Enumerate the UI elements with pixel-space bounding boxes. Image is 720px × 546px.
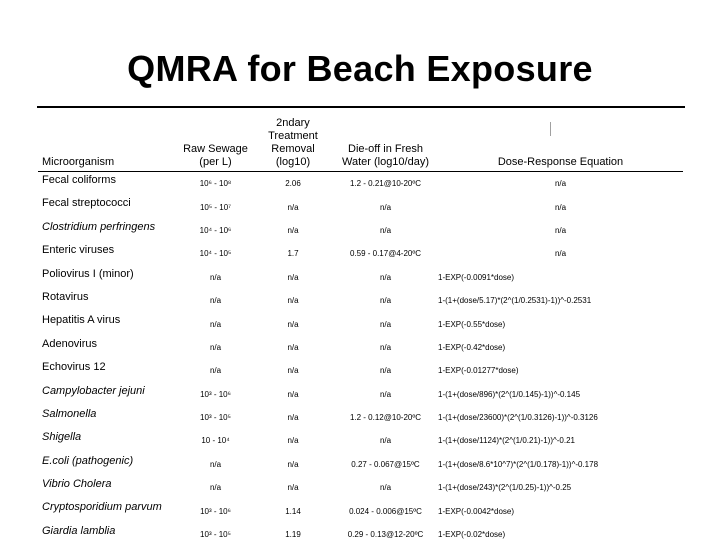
sewage-cell: n/a [178, 266, 253, 289]
table-row [38, 499, 683, 522]
table-row [38, 219, 683, 242]
table-row [38, 289, 683, 312]
organism-cell: Giardia lamblia [38, 523, 178, 546]
removal-cell: n/a [253, 359, 333, 382]
table-row [38, 359, 683, 382]
sewage-cell: n/a [178, 312, 253, 335]
dieoff-cell: n/a [333, 359, 438, 382]
dieoff-cell: n/a [333, 266, 438, 289]
dieoff-cell: n/a [333, 429, 438, 452]
sewage-cell: n/a [178, 336, 253, 359]
header-organism: Microorganism [38, 111, 178, 172]
dieoff-cell: 0.27 - 0.067@15ºC [333, 453, 438, 476]
dose-response-cell: 1-(1+(dose/243)*(2^(1/0.25)-1))^-0.25 [438, 476, 683, 499]
organism-cell: E.coli (pathogenic) [38, 453, 178, 476]
table-row [38, 453, 683, 476]
removal-cell: 1.7 [253, 242, 333, 265]
organism-cell: Poliovirus I (minor) [38, 266, 178, 289]
table-row [38, 172, 683, 196]
dieoff-cell: n/a [333, 383, 438, 406]
removal-cell: n/a [253, 429, 333, 452]
sewage-cell: n/a [178, 476, 253, 499]
header-dose-response: Dose-Response Equation [438, 111, 683, 172]
removal-cell: 1.19 [253, 523, 333, 546]
removal-cell: n/a [253, 453, 333, 476]
dieoff-cell: n/a [333, 195, 438, 218]
slide-title: QMRA for Beach Exposure [0, 48, 720, 90]
header-sewage: Raw Sewage (per L) [178, 111, 253, 172]
dieoff-cell: 0.024 - 0.006@15ºC [333, 499, 438, 522]
dose-response-cell: 1-(1+(dose/5.17)*(2^(1/0.2531)-1))^-0.2531 [438, 289, 683, 312]
dieoff-cell: n/a [333, 289, 438, 312]
dieoff-cell: n/a [333, 312, 438, 335]
table-body [38, 172, 683, 546]
table-row [38, 266, 683, 289]
dose-response-cell: 1-EXP(-0.01277*dose) [438, 359, 683, 382]
header-dieoff: Die-off in Fresh Water (log10/day) [333, 111, 438, 172]
dose-response-cell: 1-(1+(dose/23600)*(2^(1/0.3126)-1))^-0.3126 [438, 406, 683, 429]
removal-cell: n/a [253, 383, 333, 406]
dieoff-cell: 1.2 - 0.21@10-20ºC [333, 172, 438, 196]
organism-cell: Clostridium perfringens [38, 219, 178, 242]
dose-response-cell: 1-EXP(-0.0042*dose) [438, 499, 683, 522]
sewage-cell: 10 - 10⁴ [178, 429, 253, 452]
sewage-cell: 10⁴ - 10⁶ [178, 219, 253, 242]
table-row [38, 406, 683, 429]
organism-cell: Vibrio Cholera [38, 476, 178, 499]
organism-cell: Hepatitis A virus [38, 312, 178, 335]
organism-cell: Adenovirus [38, 336, 178, 359]
dose-response-cell: n/a [438, 195, 683, 218]
dose-response-cell: 1-EXP(-0.55*dose) [438, 312, 683, 335]
dose-response-cell: 1-(1+(dose/8.6*10^7)*(2^(1/0.178)-1))^-0.178 [438, 453, 683, 476]
table-row [38, 195, 683, 218]
table-row [38, 312, 683, 335]
dieoff-cell: n/a [333, 476, 438, 499]
organism-cell: Enteric viruses [38, 242, 178, 265]
sewage-cell: 10⁶ - 10⁸ [178, 172, 253, 196]
removal-cell: n/a [253, 195, 333, 218]
sewage-cell: 10³ - 10⁵ [178, 406, 253, 429]
removal-cell: n/a [253, 219, 333, 242]
organism-cell: Fecal coliforms [38, 172, 178, 196]
dose-response-cell: n/a [438, 172, 683, 196]
dose-response-cell: 1-(1+(dose/1124)*(2^(1/0.21)-1))^-0.21 [438, 429, 683, 452]
dieoff-cell: n/a [333, 336, 438, 359]
removal-cell: n/a [253, 312, 333, 335]
organism-cell: Campylobacter jejuni [38, 383, 178, 406]
dose-response-cell: n/a [438, 242, 683, 265]
table-row [38, 523, 683, 546]
removal-cell: 2.06 [253, 172, 333, 196]
removal-cell: n/a [253, 266, 333, 289]
header-removal: 2ndary Treatment Removal (log10) [253, 111, 333, 172]
dose-response-cell: 1-EXP(-0.0091*dose) [438, 266, 683, 289]
table-row [38, 429, 683, 452]
removal-cell: n/a [253, 336, 333, 359]
organism-cell: Salmonella [38, 406, 178, 429]
dieoff-cell: n/a [333, 219, 438, 242]
removal-cell: n/a [253, 289, 333, 312]
sewage-cell: 10³ - 10⁶ [178, 383, 253, 406]
organism-cell: Fecal streptococci [38, 195, 178, 218]
sewage-cell: n/a [178, 289, 253, 312]
removal-cell: n/a [253, 406, 333, 429]
header-row [38, 111, 683, 172]
sewage-cell: 10⁵ - 10⁷ [178, 195, 253, 218]
organism-cell: Shigella [38, 429, 178, 452]
table-row [38, 336, 683, 359]
qmra-table [38, 111, 683, 546]
removal-cell: 1.14 [253, 499, 333, 522]
dieoff-cell: 1.2 - 0.12@10-20ºC [333, 406, 438, 429]
sewage-cell: n/a [178, 359, 253, 382]
organism-cell: Cryptosporidium parvum [38, 499, 178, 522]
sewage-cell: n/a [178, 453, 253, 476]
dose-response-cell: 1-(1+(dose/896)*(2^(1/0.145)-1))^-0.145 [438, 383, 683, 406]
dose-response-cell: 1-EXP(-0.42*dose) [438, 336, 683, 359]
organism-cell: Echovirus 12 [38, 359, 178, 382]
dieoff-cell: 0.59 - 0.17@4-20ºC [333, 242, 438, 265]
sewage-cell: 10³ - 10⁵ [178, 523, 253, 546]
table-row [38, 383, 683, 406]
dose-response-cell: n/a [438, 219, 683, 242]
dose-response-cell: 1-EXP(-0.02*dose) [438, 523, 683, 546]
dieoff-cell: 0.29 - 0.13@12-20ºC [333, 523, 438, 546]
title-rule [37, 106, 685, 108]
sewage-cell: 10⁴ - 10⁵ [178, 242, 253, 265]
organism-cell: Rotavirus [38, 289, 178, 312]
sewage-cell: 10³ - 10⁶ [178, 499, 253, 522]
table-row [38, 242, 683, 265]
table-row [38, 476, 683, 499]
removal-cell: n/a [253, 476, 333, 499]
